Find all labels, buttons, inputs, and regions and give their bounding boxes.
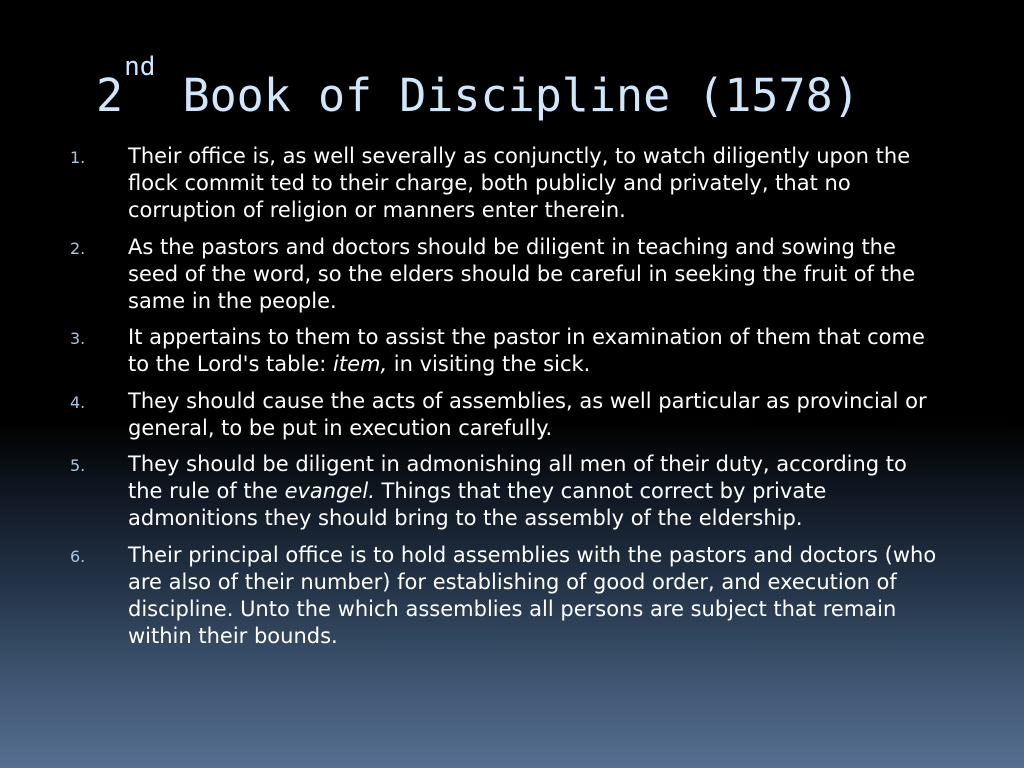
list-item-text-after: Things that they cannot correct by private admonitions they should bring to the assembly of the eldership. <box>128 479 834 531</box>
list-item-text-after: in visiting the sick. <box>387 352 591 377</box>
list-item-text-italic: item, <box>333 352 388 377</box>
list-item-text-before: It appertains to them to assist the pastor in examination of them that come to the Lord's table: <box>128 325 932 377</box>
list-item-number: 2. <box>70 238 86 258</box>
list-item-number: 6. <box>70 546 86 566</box>
list-item-number: 1. <box>70 148 86 167</box>
list-item <box>68 388 948 442</box>
list-item-text: Their principal office is to hold assemblies with the pastors and doctors (who are also of their number) for establishing of good order, and execution of discipline. Unto the which assemblies all persons are subject that remain within their bounds. <box>128 542 937 649</box>
list-item <box>68 143 948 225</box>
list-item-text: Their office is, as well severally as conjunctly, to watch diligently upon the flock commit ted to their charge, both publicly and privately, that no corruption of religion or manners enter therein. <box>128 144 911 223</box>
list-item <box>68 234 948 316</box>
list-item-text-italic: evangel. <box>284 479 375 504</box>
list-item-text <box>128 325 932 376</box>
list-item-number: 4. <box>70 392 86 412</box>
list-item <box>68 542 948 651</box>
list-item-text: As the pastors and doctors should be diligent in teaching and sowing the seed of the word, so the elders should be careful in seeking the fruit of the same in the people. <box>128 234 916 314</box>
title-text: Book of Discipline (1578) <box>155 69 860 122</box>
title-ordinal-number: 2 <box>96 69 124 122</box>
list-item-text: They should cause the acts of assemblies, as well particular as provincial or general, to be put in execution carefully. <box>128 388 927 440</box>
list-item-text-before: They should be diligent in admonishing all men of their duty, according to the rule of the <box>128 452 914 504</box>
list-item <box>68 324 948 378</box>
list-item <box>68 451 948 533</box>
title-ordinal-suffix: nd <box>124 52 156 82</box>
list-item-number: 5. <box>70 456 86 476</box>
list-item-text <box>128 452 914 530</box>
numbered-list <box>68 143 948 659</box>
slide-title <box>96 52 860 132</box>
list-item-number: 3. <box>70 329 86 349</box>
